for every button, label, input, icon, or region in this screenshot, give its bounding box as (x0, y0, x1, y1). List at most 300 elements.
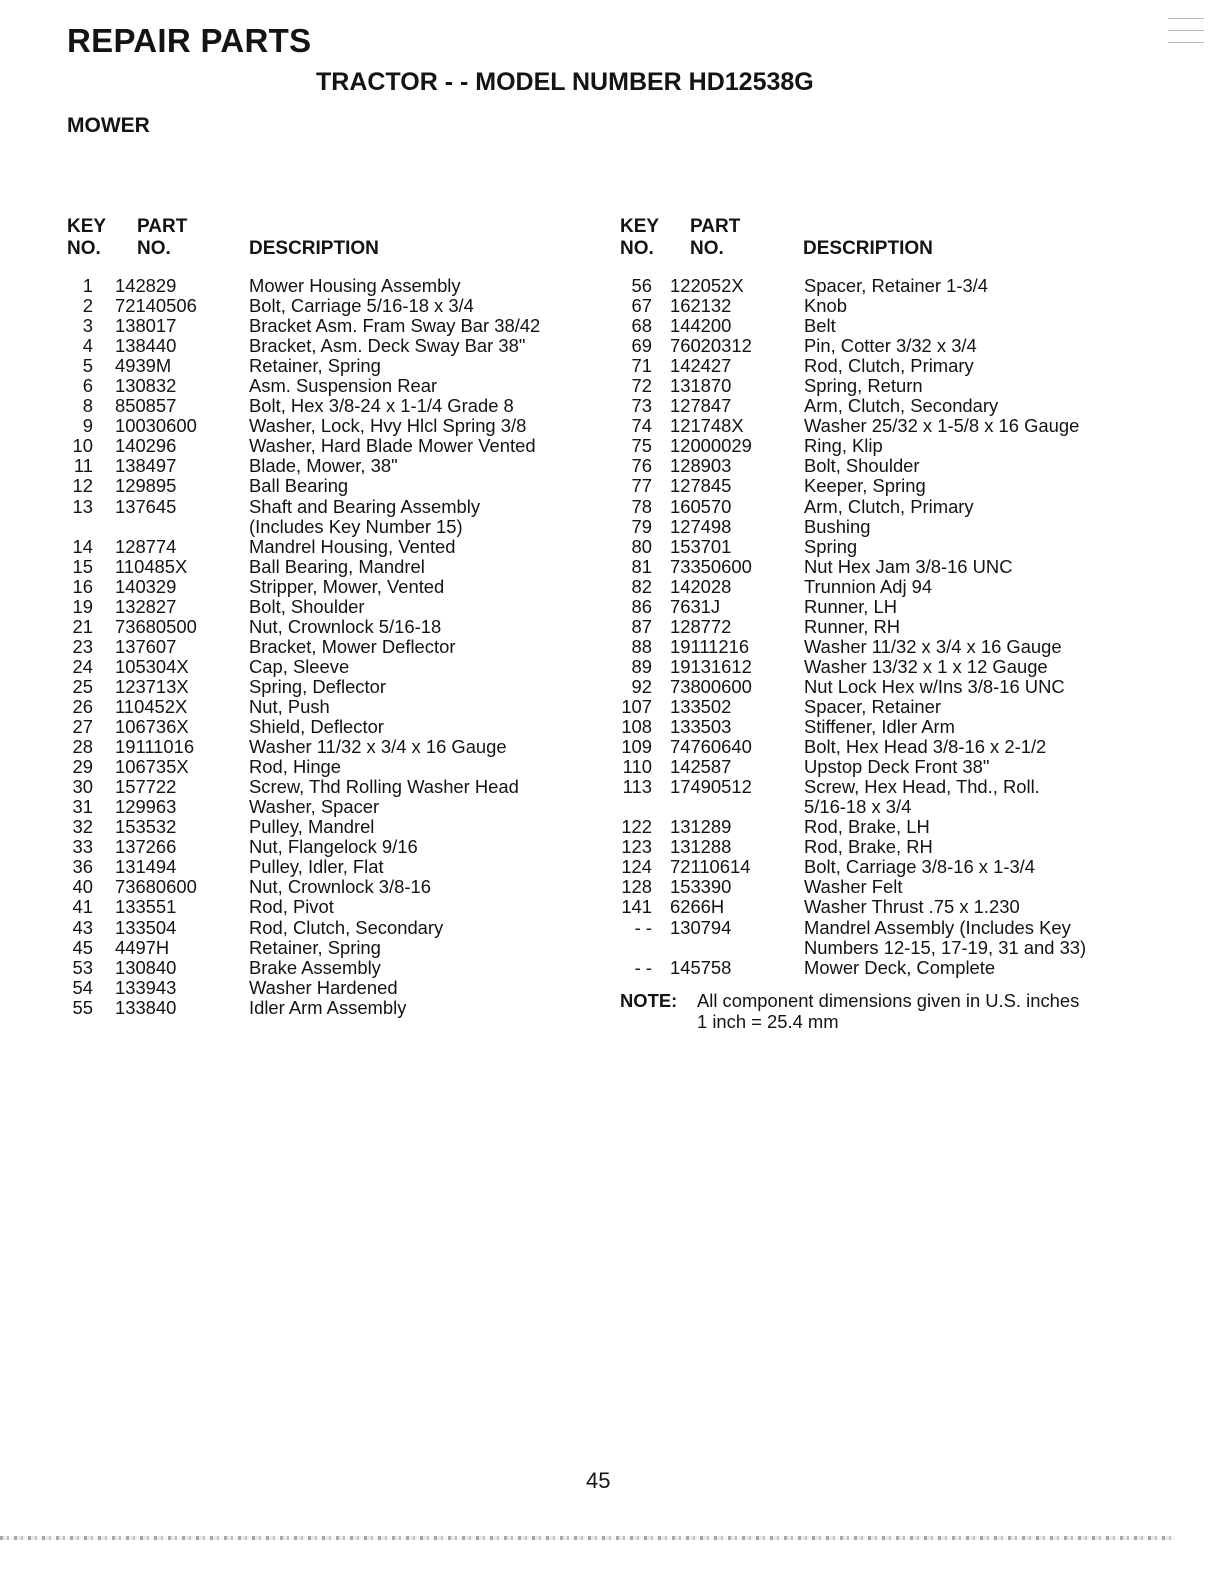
key-number: 89 (631, 655, 652, 677)
note-line-1: All component dimensions given in U.S. inches (697, 990, 1080, 1011)
part-number: 121748X (670, 415, 744, 437)
key-number: 110 (622, 756, 652, 778)
part-row (620, 757, 1180, 777)
key-number: 92 (631, 675, 652, 697)
part-description: Shaft and Bearing Assembly (249, 495, 481, 517)
part-number: 130832 (115, 375, 177, 397)
part-description: Asm. Suspension Rear (249, 375, 438, 397)
key-number: 28 (72, 736, 93, 758)
parts-list-left (67, 276, 587, 1018)
part-description: Bolt, Shoulder (249, 595, 365, 617)
part-description: Bracket Asm. Fram Sway Bar 38/42 (249, 315, 541, 337)
part-description: Arm, Clutch, Primary (804, 495, 974, 517)
part-description: Mandrel Assembly (Includes Key (804, 916, 1071, 938)
part-row (67, 436, 587, 456)
part-row (67, 717, 587, 737)
part-row (67, 958, 587, 978)
part-number: 850857 (115, 395, 177, 417)
part-description: Keeper, Spring (804, 475, 926, 497)
part-row (67, 857, 587, 877)
part-row (67, 897, 587, 917)
part-row (67, 456, 587, 476)
part-number: 72140506 (115, 295, 197, 317)
part-description: Bolt, Carriage 5/16-18 x 3/4 (249, 295, 474, 317)
key-number: 123 (621, 836, 652, 858)
key-number: 68 (631, 315, 652, 337)
part-description: Retainer, Spring (249, 355, 381, 377)
part-row (620, 737, 1180, 757)
part-row (620, 837, 1180, 857)
key-number: 3 (82, 315, 93, 337)
part-number: 131494 (115, 856, 177, 878)
part-row (620, 557, 1180, 577)
key-number: 19 (72, 595, 93, 617)
part-description: Spring, Deflector (249, 675, 386, 697)
part-description: Washer Thrust .75 x 1.230 (804, 896, 1020, 918)
part-description: (Includes Key Number 15) (249, 515, 463, 537)
left-header-part (137, 216, 187, 260)
part-number: 130794 (670, 916, 732, 938)
key-number: 107 (621, 695, 652, 717)
part-row (67, 376, 587, 396)
part-row (620, 497, 1180, 517)
part-number: 10030600 (115, 415, 197, 437)
right-header-key (620, 216, 659, 260)
part-row (67, 757, 587, 777)
part-number: 129963 (115, 796, 177, 818)
key-number: 108 (621, 716, 652, 738)
part-description: Ball Bearing (249, 475, 349, 497)
key-number: 109 (621, 736, 652, 758)
part-description: Bolt, Hex Head 3/8-16 x 2-1/2 (804, 736, 1047, 758)
part-row (67, 577, 587, 597)
part-row (620, 396, 1180, 416)
key-number: 9 (82, 415, 93, 437)
key-number: 69 (631, 335, 652, 357)
part-row (67, 637, 587, 657)
part-number: 7631J (670, 595, 721, 617)
part-description: Knob (804, 295, 847, 317)
part-number: 105304X (115, 655, 189, 677)
part-number: 128774 (115, 535, 177, 557)
part-number: 110485X (115, 555, 188, 577)
part-description: Retainer, Spring (249, 936, 381, 958)
part-description: Spring, Return (804, 375, 923, 397)
left-header-part-line2: NO. (137, 238, 171, 259)
part-row (620, 918, 1180, 938)
part-number: 138440 (115, 335, 177, 357)
key-number: 11 (73, 455, 93, 477)
part-number: 6266H (670, 896, 725, 918)
note-label: NOTE: (620, 990, 678, 1011)
part-number: 12000029 (670, 435, 752, 457)
part-number: 153532 (115, 816, 177, 838)
part-number: 133840 (115, 996, 177, 1018)
part-description: Washer Hardened (249, 976, 398, 998)
part-description: Washer 11/32 x 3/4 x 16 Gauge (249, 736, 507, 758)
part-description: Nut, Crownlock 3/8-16 (249, 876, 431, 898)
part-number: 127498 (670, 515, 732, 537)
part-description: Rod, Brake, LH (804, 816, 930, 838)
part-row (67, 978, 587, 998)
key-number: 5 (82, 355, 93, 377)
part-row (620, 777, 1180, 797)
part-row (67, 697, 587, 717)
part-row (67, 837, 587, 857)
part-description: Spacer, Retainer (804, 695, 941, 717)
key-number: 33 (72, 836, 93, 858)
part-row (67, 617, 587, 637)
key-number: 71 (631, 355, 652, 377)
part-number: 132827 (115, 595, 177, 617)
part-description: Spacer, Retainer 1-3/4 (804, 275, 989, 296)
part-number: 137645 (115, 495, 177, 517)
part-number: 127845 (670, 475, 732, 497)
key-number: 82 (631, 575, 652, 597)
part-description: Numbers 12-15, 17-19, 31 and 33) (804, 936, 1087, 958)
key-number: 8 (82, 395, 93, 417)
left-header-part-line1: PART (137, 216, 188, 237)
part-description: Washer 25/32 x 1-5/8 x 16 Gauge (804, 415, 1080, 437)
right-header-part-line2: NO. (690, 238, 724, 259)
part-number: 131288 (670, 836, 732, 858)
part-description: Washer, Spacer (249, 796, 380, 818)
part-number: 153701 (670, 535, 732, 557)
scan-edge-artifact (0, 1536, 1175, 1540)
part-description: Washer, Hard Blade Mower Vented (249, 435, 536, 457)
part-row (620, 958, 1180, 978)
part-description: Bushing (804, 515, 871, 537)
key-number: 16 (72, 575, 93, 597)
part-number: 74760640 (670, 736, 752, 758)
part-number: 142427 (670, 355, 732, 377)
key-number: 86 (631, 595, 652, 617)
part-description: Screw, Hex Head, Thd., Roll. (804, 776, 1040, 798)
part-row (67, 276, 587, 296)
part-row (67, 537, 587, 557)
part-description: Upstop Deck Front 38" (804, 756, 990, 778)
key-number: 87 (631, 615, 652, 637)
part-row (620, 817, 1180, 837)
part-description: Bracket, Mower Deflector (249, 635, 456, 657)
key-number: 40 (72, 876, 93, 898)
part-description: Bolt, Carriage 3/8-16 x 1-3/4 (804, 856, 1036, 878)
part-number: 137266 (115, 836, 177, 858)
part-row (67, 918, 587, 938)
part-number: 133504 (115, 916, 177, 938)
right-header-part-line1: PART (690, 216, 741, 237)
key-number: 25 (72, 675, 93, 697)
key-number: 72 (631, 375, 652, 397)
part-row (67, 296, 587, 316)
part-description: Ball Bearing, Mandrel (249, 555, 425, 577)
key-number: 81 (631, 555, 652, 577)
key-number: 88 (631, 635, 652, 657)
part-row (67, 677, 587, 697)
part-row (620, 336, 1180, 356)
part-row (620, 597, 1180, 617)
part-description: Nut, Crownlock 5/16-18 (249, 615, 442, 637)
part-number: 133503 (670, 716, 732, 738)
part-row (620, 296, 1180, 316)
part-row (67, 476, 587, 496)
left-header-description: DESCRIPTION (249, 238, 379, 259)
part-description: Washer 13/32 x 1 x 12 Gauge (804, 655, 1048, 677)
part-row (620, 677, 1180, 697)
part-description: Idler Arm Assembly (249, 996, 407, 1018)
part-row (620, 857, 1180, 877)
part-row (67, 998, 587, 1018)
part-row (67, 938, 587, 958)
part-number: 128903 (670, 455, 732, 477)
part-number: 19111016 (115, 736, 195, 758)
part-row (67, 737, 587, 757)
part-description: Brake Assembly (249, 956, 381, 978)
right-header-key-line1: KEY (620, 216, 660, 237)
key-number: 31 (72, 796, 93, 818)
key-number: 124 (621, 856, 652, 878)
part-description: Spring (804, 535, 858, 557)
right-header-key-line2: NO. (620, 238, 654, 259)
key-number: 56 (631, 275, 652, 296)
part-number: 73680500 (115, 615, 197, 637)
part-number: 138497 (115, 455, 177, 477)
part-number: 127847 (670, 395, 732, 417)
part-description: Rod, Brake, RH (804, 836, 933, 858)
key-number: 78 (631, 495, 652, 517)
part-number: 133943 (115, 976, 177, 998)
key-number: 2 (82, 295, 93, 317)
key-number: 26 (72, 695, 93, 717)
part-row (620, 376, 1180, 396)
part-description: Runner, RH (804, 615, 901, 637)
part-row (620, 436, 1180, 456)
part-number: 122052X (670, 275, 744, 296)
part-number: 4939M (115, 355, 172, 377)
part-number: 162132 (670, 295, 732, 317)
part-number: 133502 (670, 695, 732, 717)
part-row (620, 276, 1180, 296)
right-header-description: DESCRIPTION (803, 238, 933, 259)
scan-corner-marks (1168, 18, 1204, 58)
part-description: Nut Lock Hex w/Ins 3/8-16 UNC (804, 675, 1065, 697)
part-row (620, 877, 1180, 897)
part-row (67, 557, 587, 577)
part-description: Stiffener, Idler Arm (804, 716, 955, 738)
part-row (620, 897, 1180, 917)
key-number: 80 (631, 535, 652, 557)
part-description: Bolt, Shoulder (804, 455, 920, 477)
key-number: 36 (72, 856, 93, 878)
part-number: 4497H (115, 936, 170, 958)
part-row (67, 416, 587, 436)
note-line-2: 1 inch = 25.4 mm (697, 1011, 839, 1032)
part-row (67, 396, 587, 416)
part-description: Washer 11/32 x 3/4 x 16 Gauge (804, 635, 1062, 657)
key-number: 67 (631, 295, 652, 317)
part-description: Mandrel Housing, Vented (249, 535, 456, 557)
key-number: 14 (72, 535, 93, 557)
left-header-key-line1: KEY (67, 216, 107, 237)
key-number: 113 (622, 776, 652, 798)
part-description: Arm, Clutch, Secondary (804, 395, 999, 417)
part-row (67, 517, 587, 537)
part-row (67, 817, 587, 837)
part-description: Pulley, Idler, Flat (249, 856, 384, 878)
part-number: 137607 (115, 635, 177, 657)
part-number: 19111216 (670, 635, 750, 657)
part-number: 76020312 (670, 335, 752, 357)
part-row (620, 717, 1180, 737)
left-header-key (67, 216, 106, 260)
key-number: 53 (72, 956, 93, 978)
part-description: Rod, Hinge (249, 756, 342, 778)
key-number: 76 (631, 455, 652, 477)
part-row (620, 316, 1180, 336)
key-number: 74 (631, 415, 652, 437)
part-row (67, 336, 587, 356)
part-number: 106736X (115, 716, 189, 738)
part-row (620, 797, 1180, 817)
part-description: Nut Hex Jam 3/8-16 UNC (804, 555, 1013, 577)
part-row (620, 697, 1180, 717)
part-row (620, 657, 1180, 677)
key-number: - - (634, 916, 652, 938)
key-number: 45 (72, 936, 93, 958)
part-number: 19131612 (670, 655, 752, 677)
part-description: Nut, Push (249, 695, 330, 717)
part-description: Rod, Pivot (249, 896, 334, 918)
part-description: Bracket, Asm. Deck Sway Bar 38" (249, 335, 526, 357)
part-description: Washer Felt (804, 876, 903, 898)
part-description: Screw, Thd Rolling Washer Head (249, 776, 519, 798)
model-subtitle: TRACTOR - - MODEL NUMBER HD12538G (316, 68, 814, 96)
parts-list-right (620, 276, 1180, 978)
key-number: 77 (631, 475, 652, 497)
key-number: 128 (621, 876, 652, 898)
part-description: Cap, Sleeve (249, 655, 350, 677)
part-number: 73350600 (670, 555, 752, 577)
part-description: Blade, Mower, 38" (249, 455, 398, 477)
part-description: Nut, Flangelock 9/16 (249, 836, 418, 858)
part-number: 131870 (670, 375, 732, 397)
part-description: Pin, Cotter 3/32 x 3/4 (804, 335, 977, 357)
part-row (620, 476, 1180, 496)
part-description: Mower Housing Assembly (249, 275, 461, 296)
key-number: 4 (82, 335, 93, 357)
key-number: 32 (72, 816, 93, 838)
key-number: 141 (621, 896, 652, 918)
part-number: 130840 (115, 956, 177, 978)
part-number: 131289 (670, 816, 732, 838)
part-number: 160570 (670, 495, 732, 517)
part-description: Belt (804, 315, 836, 337)
part-row (67, 877, 587, 897)
part-number: 17490512 (670, 776, 752, 798)
part-number: 123713X (115, 675, 189, 697)
part-number: 129895 (115, 475, 177, 497)
key-number: 15 (72, 555, 93, 577)
key-number: 41 (72, 896, 93, 918)
part-number: 72110614 (670, 856, 751, 878)
key-number: 6 (82, 375, 93, 397)
key-number: 43 (72, 916, 93, 938)
part-description: Rod, Clutch, Secondary (249, 916, 444, 938)
part-row (620, 517, 1180, 537)
key-number: 54 (72, 976, 93, 998)
key-number: 10 (72, 435, 93, 457)
part-description: Ring, Klip (804, 435, 883, 457)
part-description: Stripper, Mower, Vented (249, 575, 445, 597)
part-row (620, 456, 1180, 476)
section-title: MOWER (67, 114, 150, 137)
part-description: Mower Deck, Complete (804, 956, 996, 978)
page-number: 45 (586, 1468, 611, 1493)
part-row (620, 617, 1180, 637)
part-number: 142829 (115, 275, 177, 296)
key-number: 30 (72, 776, 93, 798)
key-number: 13 (72, 495, 93, 517)
part-number: 142587 (670, 756, 732, 778)
part-row (620, 938, 1180, 958)
part-number: 153390 (670, 876, 732, 898)
part-row (620, 637, 1180, 657)
key-number: - - (634, 956, 652, 978)
key-number: 122 (621, 816, 652, 838)
key-number: 24 (72, 655, 93, 677)
part-row (67, 356, 587, 376)
part-description: 5/16-18 x 3/4 (804, 796, 912, 818)
part-row (620, 577, 1180, 597)
part-row (67, 657, 587, 677)
key-number: 1 (82, 275, 93, 296)
part-number: 142028 (670, 575, 732, 597)
part-row (67, 497, 587, 517)
part-number: 133551 (115, 896, 177, 918)
key-number: 79 (631, 515, 652, 537)
part-row (67, 777, 587, 797)
part-number: 128772 (670, 615, 732, 637)
part-description: Trunnion Adj 94 (804, 575, 933, 597)
part-description: Runner, LH (804, 595, 898, 617)
part-number: 157722 (115, 776, 177, 798)
part-description: Pulley, Mandrel (249, 816, 375, 838)
part-row (67, 797, 587, 817)
part-description: Shield, Deflector (249, 716, 384, 738)
part-row (620, 356, 1180, 376)
part-row (620, 416, 1180, 436)
key-number: 55 (72, 996, 93, 1018)
part-row (67, 597, 587, 617)
part-row (67, 316, 587, 336)
part-number: 140329 (115, 575, 177, 597)
page-title: REPAIR PARTS (67, 22, 312, 59)
part-number: 110452X (115, 695, 188, 717)
part-number: 106735X (115, 756, 189, 778)
key-number: 23 (72, 635, 93, 657)
key-number: 12 (72, 475, 93, 497)
part-description: Bolt, Hex 3/8-24 x 1-1/4 Grade 8 (249, 395, 514, 417)
key-number: 29 (72, 756, 93, 778)
right-header-part (690, 216, 740, 260)
key-number: 73 (631, 395, 652, 417)
part-number: 73680600 (115, 876, 197, 898)
part-row (620, 537, 1180, 557)
key-number: 27 (72, 716, 93, 738)
part-number: 140296 (115, 435, 177, 457)
left-header-key-line2: NO. (67, 238, 101, 259)
part-number: 144200 (670, 315, 732, 337)
